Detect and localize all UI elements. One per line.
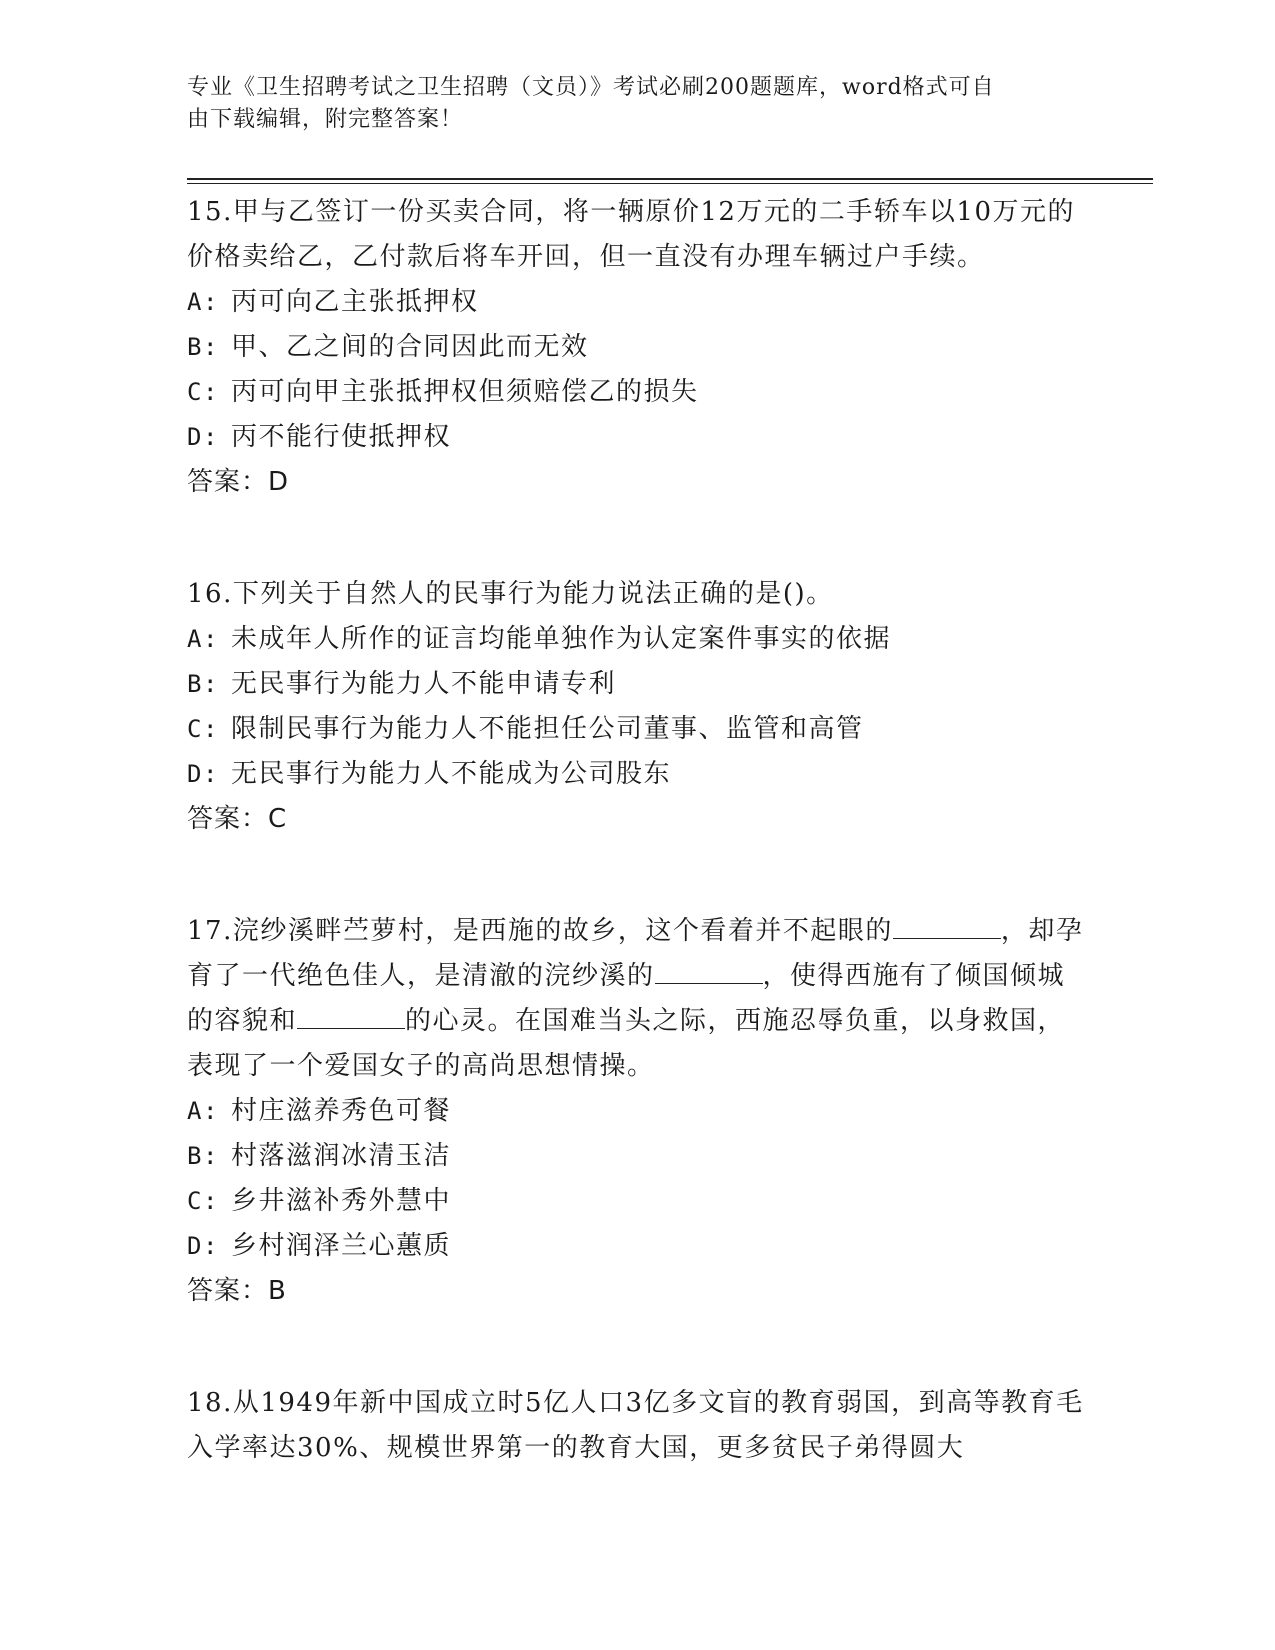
- option-a: [187, 1089, 1087, 1134]
- option-c: [187, 707, 1087, 752]
- question-text-segment: 17.浣纱溪畔苎萝村，是西施的故乡，这个看着并不起眼的: [187, 916, 893, 946]
- question-text-segment: 的心灵。在国难当头之际，西施忍辱负重，以身救国，表现了一个爱国女子的高尚思想情操。: [187, 1006, 1066, 1081]
- question-text: [187, 909, 1087, 1089]
- fill-blank-2: [655, 961, 763, 984]
- option-letter: D:: [187, 1232, 219, 1260]
- fill-blank-1: [893, 916, 1001, 939]
- question-text-segment: ，却孕育了一代绝色佳人，是清澈的浣纱溪的: [187, 916, 1084, 991]
- option-c: [187, 1179, 1087, 1224]
- option-letter: B:: [187, 333, 219, 361]
- answer-line: 答案：C: [187, 804, 288, 834]
- option-letter: D:: [187, 760, 219, 788]
- option-a: [187, 617, 1087, 662]
- option-letter: A:: [187, 625, 219, 653]
- option-text: 乡村润泽兰心蕙质: [231, 1231, 452, 1261]
- option-letter: B:: [187, 1142, 219, 1170]
- answer-line: 答案：D: [187, 467, 290, 497]
- option-letter: C:: [187, 1187, 219, 1215]
- option-letter: A:: [187, 288, 219, 316]
- question-17: [187, 909, 1087, 1314]
- question-text: 16.下列关于自然人的民事行为能力说法正确的是()。: [187, 579, 834, 609]
- option-text: 丙可向甲主张抵押权但须赔偿乙的损失: [231, 377, 699, 407]
- header-divider-thick: [187, 178, 1153, 180]
- option-d: [187, 415, 1087, 460]
- option-text: 乡井滋补秀外慧中: [231, 1186, 452, 1216]
- option-letter: C:: [187, 378, 219, 406]
- option-letter: A:: [187, 1097, 219, 1125]
- header-line-1: 专业《卫生招聘考试之卫生招聘（文员）》考试必刷200题题库，word格式可自: [187, 75, 995, 100]
- question-15: [187, 190, 1087, 505]
- question-text: 15.甲与乙签订一份买卖合同，将一辆原价12万元的二手轿车以10万元的价格卖给乙，乙付款后将车开回，但一直没有办理车辆过户手续。: [187, 197, 1076, 272]
- option-letter: D:: [187, 423, 219, 451]
- option-text: 限制民事行为能力人不能担任公司董事、监管和高管: [231, 714, 864, 744]
- option-text: 甲、乙之间的合同因此而无效: [231, 332, 589, 362]
- option-d: [187, 752, 1087, 797]
- option-d: [187, 1224, 1087, 1269]
- option-text: 无民事行为能力人不能成为公司股东: [231, 759, 672, 789]
- option-letter: C:: [187, 715, 219, 743]
- answer-line: 答案：B: [187, 1276, 287, 1306]
- option-b: [187, 662, 1087, 707]
- option-c: [187, 370, 1087, 415]
- question-list: [187, 190, 1087, 1538]
- option-a: [187, 280, 1087, 325]
- question-text-segment: ，使得西施有了倾国倾城的容貌和: [187, 961, 1066, 1036]
- option-text: 村落滋润冰清玉洁: [231, 1141, 452, 1171]
- document-header: [187, 72, 1087, 136]
- option-text: 丙可向乙主张抵押权: [231, 287, 479, 317]
- option-text: 无民事行为能力人不能申请专利: [231, 669, 617, 699]
- fill-blank-3: [297, 1006, 405, 1029]
- header-line-2: 由下载编辑，附完整答案！: [187, 107, 464, 132]
- option-letter: B:: [187, 670, 219, 698]
- header-divider-thin: [187, 183, 1153, 184]
- question-text: 18.从1949年新中国成立时5亿人口3亿多文盲的教育弱国，到高等教育毛入学率达30%、规模世界第一的教育大国，更多贫民子弟得圆大: [187, 1388, 1084, 1463]
- option-text: 丙不能行使抵押权: [231, 422, 452, 452]
- option-text: 村庄滋养秀色可餐: [231, 1096, 452, 1126]
- option-b: [187, 1134, 1087, 1179]
- question-18: [187, 1381, 1087, 1471]
- option-text: 未成年人所作的证言均能单独作为认定案件事实的依据: [231, 624, 892, 654]
- question-16: [187, 572, 1087, 842]
- option-b: [187, 325, 1087, 370]
